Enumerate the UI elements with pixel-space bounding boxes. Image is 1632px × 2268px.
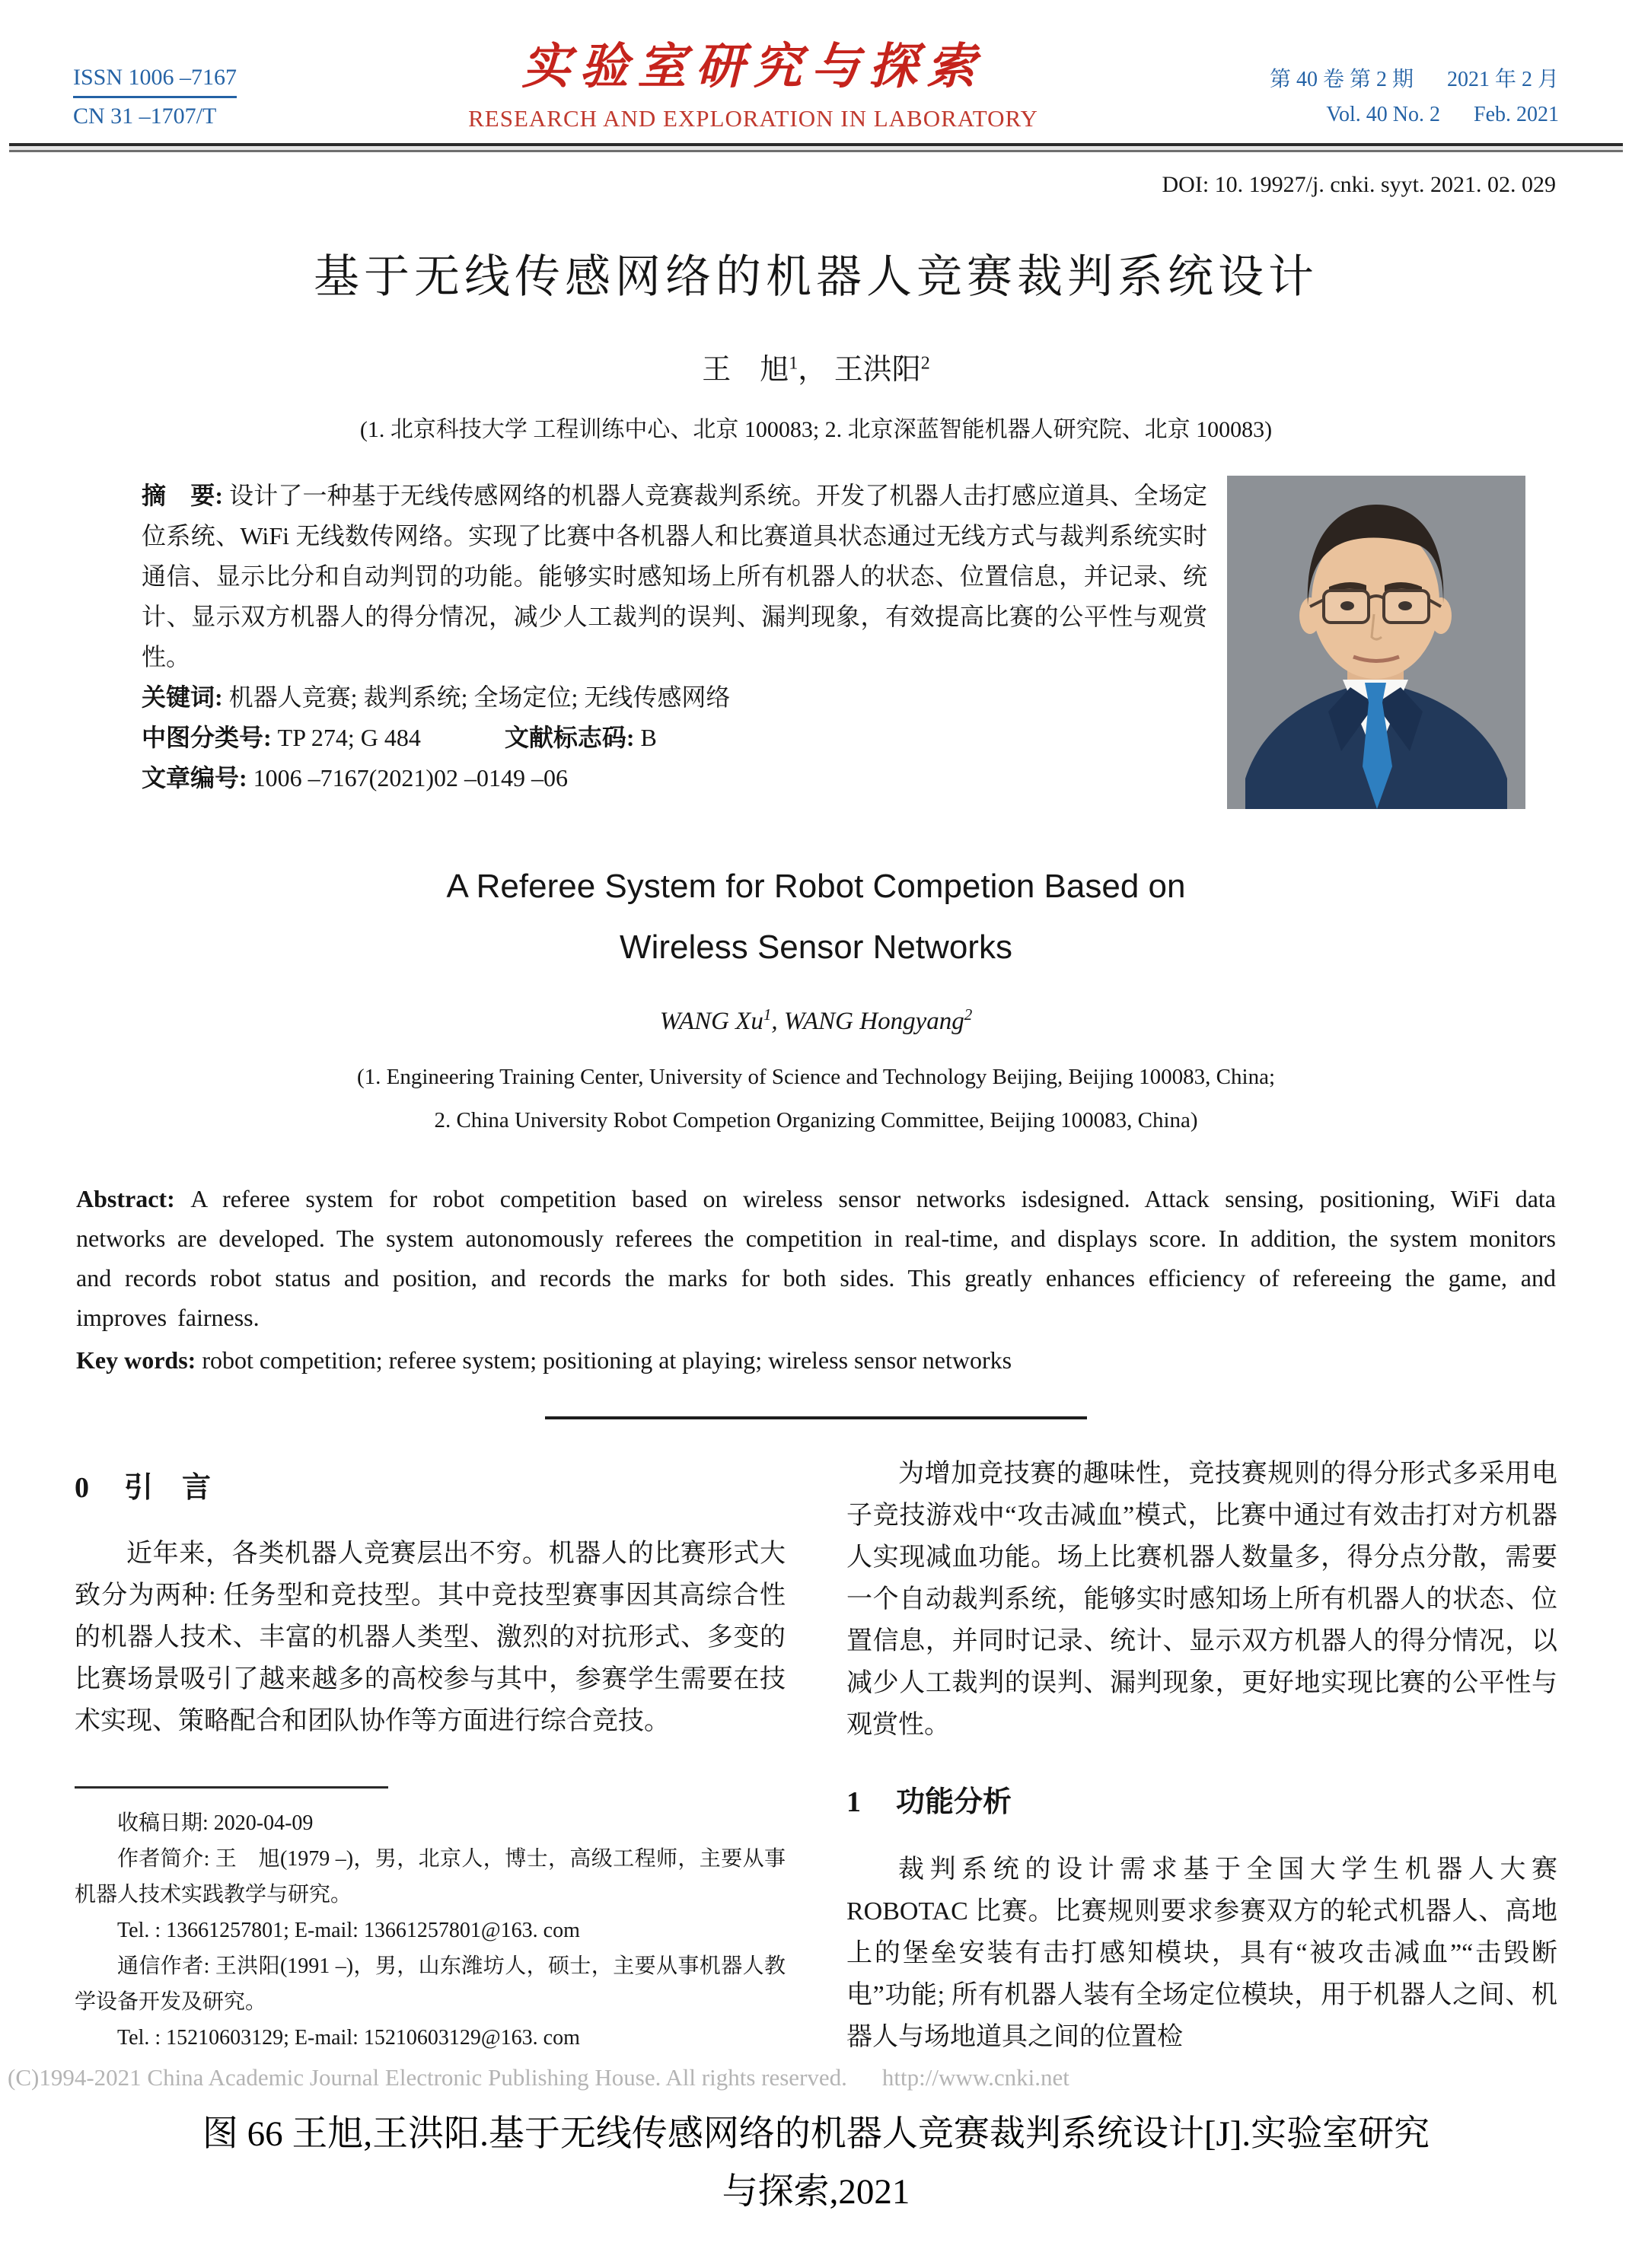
journal-title-block <box>237 27 1270 132</box>
abstract-label-en: Abstract: <box>76 1185 191 1212</box>
citation-line1: 图 66 王旭,王洪阳.基于无线传感网络的机器人竞赛裁判系统设计[J].实验室研究 <box>202 2114 1430 2154</box>
issue-number-cn: 第 40 卷 第 2 期 <box>1269 68 1414 91</box>
issue-row-cn <box>1270 62 1559 97</box>
abstract-block-cn <box>142 476 1207 809</box>
abstract-text-cn: 设计了一种基于无线传感网络的机器人竞赛裁判系统。开发了机器人击打感应道具、全场定位系统、WiFi 无线数传网络。实现了比赛中各机器人和比赛道具状态通过无线方式与裁判系统实时通信、显示比分和自动判罚的功能。能够实时感知场上所有机器人的状态、位置信息，并记录、统计、显示双方机器人的得分情况，减少人工裁判的误判、漏判现象，有效提高比赛的公平性与观赏性。 <box>142 482 1207 671</box>
author-cn-1-superscript: 1 <box>789 353 798 374</box>
footnote-divider-rule <box>75 1786 388 1789</box>
footnote-text <box>75 1805 786 2056</box>
journal-title-en: RESEARCH AND EXPLORATION IN LABORATORY <box>468 105 1038 132</box>
section-title-1: 功能分析 <box>896 1786 1012 1818</box>
photo-glasses-right-lens <box>1384 591 1429 623</box>
keywords-label-cn: 关键词: <box>142 683 229 711</box>
article-no-line <box>142 758 1207 798</box>
body-columns <box>75 1453 1557 2058</box>
copyright-line <box>8 2064 1069 2091</box>
article-title-en <box>0 856 1632 978</box>
clc-label: 中图分类号: <box>142 724 278 751</box>
journal-header <box>0 0 1632 132</box>
issue-block <box>1270 62 1559 132</box>
citation-line2: 与探索,2021 <box>722 2172 910 2212</box>
issue-number-en: Vol. 40 No. 2 <box>1326 103 1440 126</box>
abstract-label-cn: 摘 要: <box>142 482 230 509</box>
author-en-2-superscript: 2 <box>964 1005 973 1024</box>
intro-paragraph-2: 为增加竞技赛的趣味性，竞技赛规则的得分形式多采用电子竞技游戏中“攻击减血”模式，比赛中通过有效击打对方机器人实现减血功能。场上比赛机器人数量多，得分点分散，需要一个自动裁判系统，能够实时感知场上所有机器人的状态、位置信息，并同时记录、统计、显示双方机器人的得分情况，以减少人工裁判的误判、漏判现象，更好地实现比赛的公平性与观赏性。 <box>846 1460 1557 1739</box>
journal-title-cn: 实验室研究与探索 <box>521 40 985 94</box>
photo-glasses-left-lens <box>1324 591 1369 623</box>
intro-paragraph: 近年来，各类机器人竞赛层出不穷。机器人的比赛形式大致分为两种: 任务型和竞技型。其中竞技型赛事因其高综合性的机器人技术、丰富的机器人类型、激烈的对抗形式、多变的比赛场景吸引了越来越多的高校参与其中，参赛学生需要在技术实现、策略配合和团队协作等方面进行综合竞技。 <box>75 1540 786 1735</box>
affiliation-en-line2: 2. China University Robot Competion Organizing Committee, Beijing 100083, China) <box>434 1108 1198 1132</box>
article-title-cn: 基于无线传感网络的机器人竞赛裁判系统设计 <box>314 252 1318 302</box>
footnote-author-bio-2: 通信作者: 王洪阳(1991 –)，男，山东潍坊人，硕士，主要从事机器人教学设备开发及研究。 <box>75 1954 786 2014</box>
abstract-section-cn <box>142 476 1559 809</box>
article-no-value: 1006 –7167(2021)02 –0149 –06 <box>253 764 568 792</box>
section-heading-0 <box>75 1464 786 1505</box>
authors-cn-separator: ， <box>798 354 834 386</box>
abstract-paragraph-en <box>76 1179 1556 1337</box>
right-column <box>846 1453 1557 2058</box>
cn-number: CN 31 –1707/T <box>73 104 217 129</box>
section-divider-rule <box>545 1416 1087 1419</box>
clc-value: TP 274; G 484 <box>277 724 421 751</box>
abstract-paragraph-cn <box>142 476 1207 677</box>
author-photo-illustration <box>1227 476 1525 809</box>
figure-citation-caption <box>0 2105 1632 2221</box>
keywords-line-en <box>76 1340 1556 1380</box>
keywords-line-cn <box>142 677 1207 718</box>
issue-date-en: Feb. 2021 <box>1474 103 1559 126</box>
author-en-1: WANG Xu <box>659 1008 763 1035</box>
keywords-label-en: Key words: <box>76 1346 202 1374</box>
author-cn-2: 王洪阳 <box>834 354 921 386</box>
author-en-1-superscript: 1 <box>763 1005 772 1024</box>
section-number-0: 0 <box>75 1472 89 1504</box>
authors-en-separator: , <box>771 1008 784 1035</box>
section-title-0: 引 言 <box>124 1472 212 1504</box>
affiliation-cn: (1. 北京科技大学 工程训练中心、北京 100083; 2. 北京深蓝智能机器人研究院、北京 100083) <box>359 417 1273 442</box>
section-heading-1 <box>846 1778 1557 1820</box>
footnote-received-date: 收稿日期: 2020-04-09 <box>117 1811 314 1835</box>
issn-block <box>73 62 237 132</box>
article-no-label: 文章编号: <box>142 764 253 792</box>
footnote-block <box>75 1786 786 2056</box>
affiliation-en <box>0 1056 1632 1142</box>
footnote-author-bio-1: 作者简介: 王 旭(1979 –)，男，北京人，博士，高级工程师，主要从事机器人技术实践教学与研究。 <box>75 1847 786 1906</box>
footnote-contact-2: Tel. : 15210603129; E-mail: 15210603129@163. com <box>117 2026 580 2050</box>
clc-line <box>142 718 1207 758</box>
author-cn-2-superscript: 2 <box>920 353 930 374</box>
doc-code-label: 文献标志码: <box>504 724 641 751</box>
copyright-text: (C)1994-2021 China Academic Journal Electronic Publishing House. All rights reserved. <box>8 2064 847 2091</box>
authors-cn <box>0 346 1632 387</box>
footnote-contact-1: Tel. : 13661257801; E-mail: 13661257801@163. com <box>117 1919 580 1942</box>
doc-code-value: B <box>640 724 657 751</box>
article-title-en-line1: A Referee System for Robot Competion Based on <box>446 868 1186 905</box>
authors-en <box>0 1005 1632 1036</box>
header-divider-rule <box>9 143 1623 152</box>
issue-date-cn: 2021 年 2 月 <box>1446 68 1559 91</box>
section-1-paragraph: 裁判系统的设计需求基于全国大学生机器人大赛 ROBOTAC 比赛。比赛规则要求参赛双方的轮式机器人、高地上的堡垒安装有击打感知模块，具有“被攻击减血”“击毁断电”功能; 所有机器人装有全场定位模块，用于机器人之间、机器人与场地道具之间的位置检 <box>846 1855 1557 2051</box>
issue-row-en <box>1270 97 1559 132</box>
section-number-1: 1 <box>846 1786 861 1818</box>
author-cn-1: 王 旭 <box>702 354 789 386</box>
keywords-text-en: robot competition; referee system; positioning at playing; wireless sensor networks <box>202 1346 1012 1374</box>
cnki-url: http://www.cnki.net <box>881 2064 1069 2091</box>
issn-number: ISSN 1006 –7167 <box>73 62 237 98</box>
article-title-en-line2: Wireless Sensor Networks <box>620 929 1012 966</box>
doi-line: DOI: 10. 19927/j. cnki. syyt. 2021. 02. 029 <box>1162 172 1556 197</box>
affiliation-en-line1: (1. Engineering Training Center, University of Science and Technology Beijing, Beijing 100083, China; <box>356 1065 1276 1089</box>
author-en-2: WANG Hongyang <box>783 1008 964 1035</box>
left-column <box>75 1453 786 2056</box>
abstract-text-en: A referee system for robot competition based on wireless sensor networks isdesigned. Attack sensing, positioning, WiFi data networks are developed. The system autonomously referees the competition in real-time, and displays score. In addition, the system monitors and records robot status and position, and records the marks for both sides. This greatly enhances efficiency of refereeing the game, and improves fairness. <box>76 1185 1557 1331</box>
author-photo <box>1227 476 1525 809</box>
keywords-text-cn: 机器人竞赛; 裁判系统; 全场定位; 无线传感网络 <box>228 683 731 711</box>
